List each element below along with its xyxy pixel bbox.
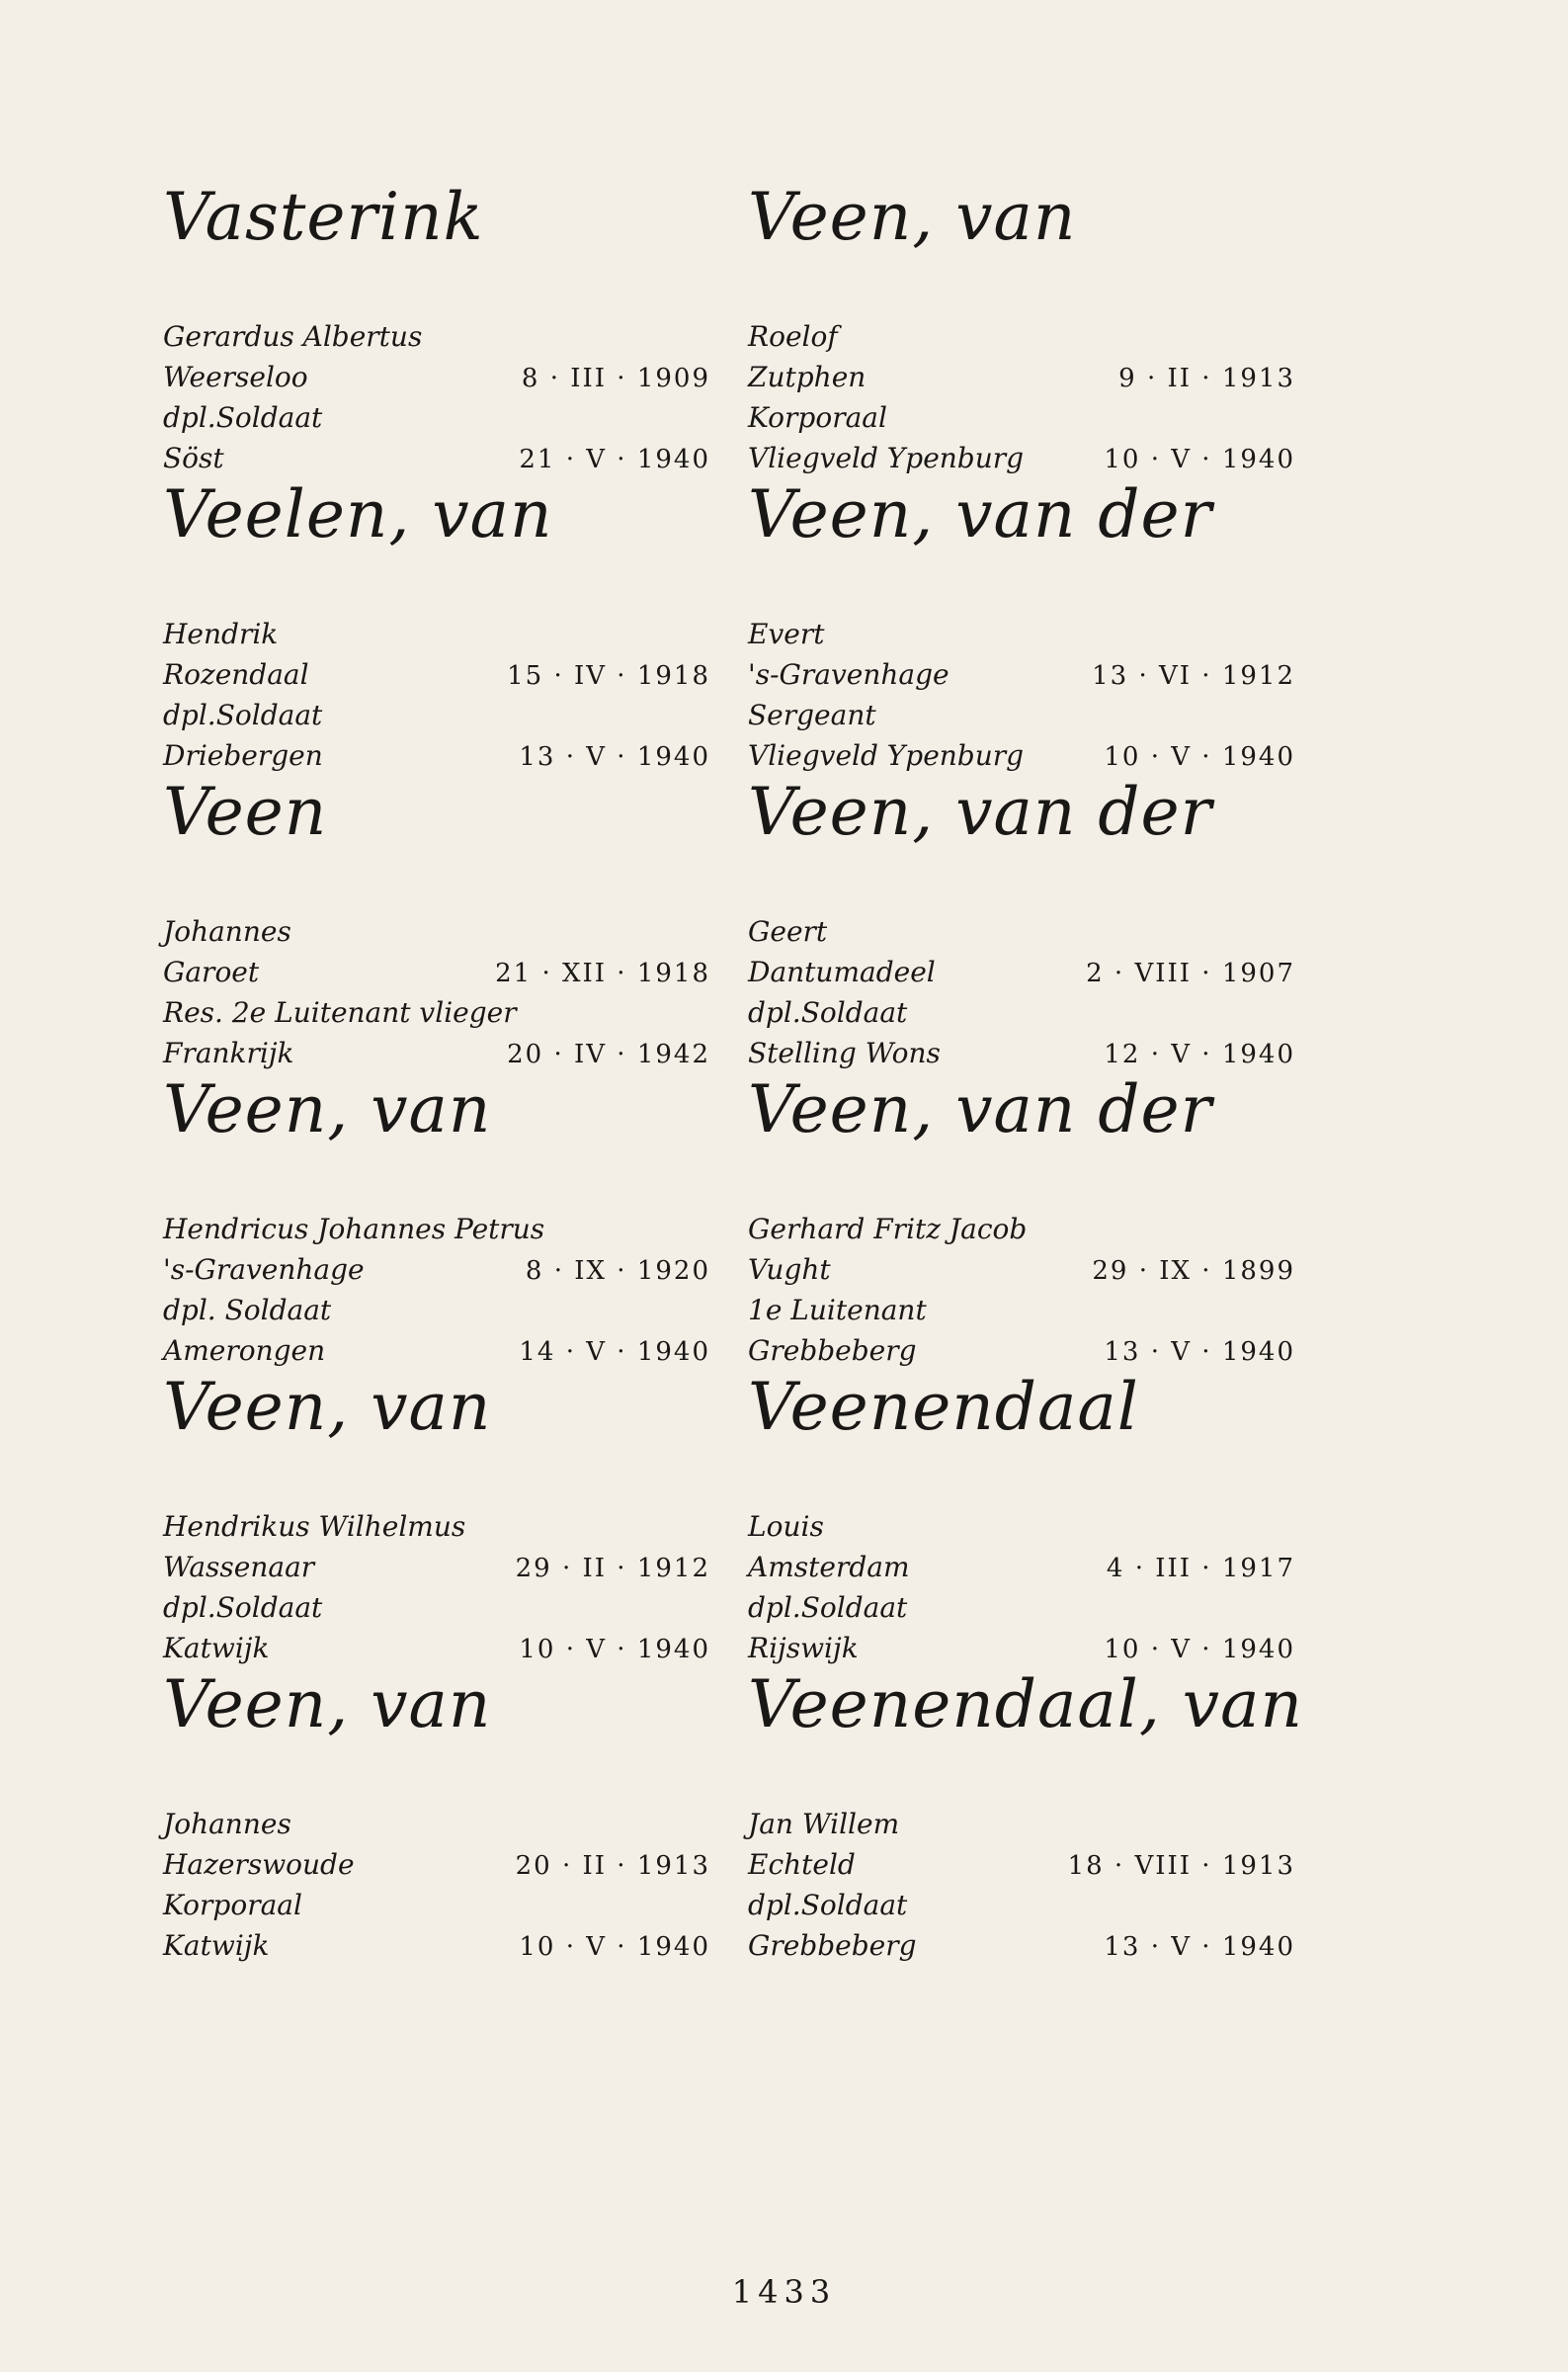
birth-date: 4 · III · 1917 [1106, 1554, 1295, 1583]
birth-row [163, 357, 716, 397]
birth-date: 18 · VIII · 1913 [1067, 1851, 1295, 1881]
rank-row [748, 1290, 1301, 1330]
birth-row [748, 357, 1301, 397]
given-names-row [163, 911, 716, 952]
death-date: 20 · IV · 1942 [507, 1040, 710, 1069]
birthplace: Hazerswoude [163, 1848, 355, 1881]
person-entry [163, 178, 716, 475]
death-place: Frankrijk [163, 1037, 294, 1069]
death-row [748, 735, 1301, 776]
rank: Korporaal [748, 401, 887, 434]
person-entry [748, 178, 1301, 475]
death-place: Söst [163, 442, 224, 474]
surname-heading: Veen, van [748, 179, 1077, 255]
given-names: Geert [748, 915, 828, 948]
birth-date: 21 · XII · 1918 [495, 959, 710, 988]
birth-row [163, 1249, 716, 1290]
rank: dpl.Soldaat [748, 1591, 908, 1624]
rank-row [163, 1290, 716, 1330]
given-names: Hendrik [163, 618, 279, 650]
rank-row [748, 1587, 1301, 1628]
given-names-row [748, 614, 1301, 654]
death-date: 10 · V · 1940 [1104, 1635, 1295, 1664]
death-row [163, 1628, 716, 1668]
surname-heading: Veen, van [163, 1369, 492, 1445]
given-names-row [163, 316, 716, 357]
death-place: Grebbeberg [748, 1334, 917, 1367]
person-entry [748, 773, 1301, 1070]
death-date: 13 · V · 1940 [1104, 1932, 1295, 1962]
surname-heading: Veen, van der [748, 774, 1213, 850]
death-row [748, 1925, 1301, 1966]
birth-date: 8 · III · 1909 [521, 364, 710, 393]
rank: dpl.Soldaat [163, 401, 323, 434]
birthplace: Zutphen [748, 361, 867, 393]
surname-heading: Veelen, van [163, 476, 553, 552]
surname-heading: Veen [163, 774, 328, 850]
death-date: 13 · V · 1940 [519, 742, 710, 772]
death-date: 10 · V · 1940 [519, 1932, 710, 1962]
given-names-row [163, 1506, 716, 1547]
person-entry [163, 475, 716, 773]
surname-heading: Veen, van [163, 1666, 492, 1742]
left-column [163, 178, 716, 1963]
birth-date: 20 · II · 1913 [515, 1851, 710, 1881]
death-date: 13 · V · 1940 [1104, 1337, 1295, 1367]
birth-date: 29 · II · 1912 [515, 1554, 710, 1583]
birthplace: Wassenaar [163, 1551, 315, 1583]
given-names-row [748, 911, 1301, 952]
rank: 1e Luitenant [748, 1294, 927, 1326]
rank: dpl. Soldaat [163, 1294, 332, 1326]
surname-heading: Vasterink [163, 179, 484, 255]
person-entry [163, 1070, 716, 1368]
death-place: Vliegveld Ypenburg [748, 442, 1025, 474]
rank: Korporaal [163, 1889, 302, 1921]
rank: dpl.Soldaat [748, 1889, 908, 1921]
rank-row [748, 1885, 1301, 1925]
rank-row [163, 1587, 716, 1628]
person-entry [163, 773, 716, 1070]
birthplace: 's-Gravenhage [163, 1253, 365, 1286]
birth-date: 2 · VIII · 1907 [1086, 959, 1295, 988]
given-names-row [748, 1804, 1301, 1844]
given-names: Jan Willem [748, 1808, 900, 1840]
rank-row [163, 397, 716, 438]
given-names: Gerhard Fritz Jacob [748, 1213, 1028, 1245]
death-row [163, 1033, 716, 1073]
given-names: Gerardus Albertus [163, 320, 423, 353]
given-names: Hendrikus Wilhelmus [163, 1510, 466, 1543]
birth-row [748, 1844, 1301, 1885]
birthplace: Dantumadeel [748, 956, 936, 988]
death-place: Grebbeberg [748, 1929, 917, 1962]
surname-heading: Veenendaal [748, 1369, 1139, 1445]
given-names-row [163, 1804, 716, 1844]
birthplace: 's-Gravenhage [748, 658, 949, 691]
birthplace: Garoet [163, 956, 260, 988]
person-entry [748, 1368, 1301, 1665]
given-names: Johannes [163, 915, 291, 948]
death-row [163, 438, 716, 478]
birth-row [748, 1249, 1301, 1290]
person-entry [163, 1368, 716, 1665]
given-names-row [748, 1209, 1301, 1249]
person-entry [163, 1665, 716, 1963]
birth-row [163, 1547, 716, 1587]
rank: Sergeant [748, 699, 876, 731]
birth-date: 13 · VI · 1912 [1092, 661, 1295, 691]
birth-row [748, 654, 1301, 695]
person-entry [748, 475, 1301, 773]
given-names-row [163, 614, 716, 654]
death-place: Katwijk [163, 1929, 270, 1962]
birth-date: 9 · II · 1913 [1118, 364, 1295, 393]
death-row [163, 735, 716, 776]
surname-heading: Veen, van der [748, 476, 1213, 552]
rank-row [163, 992, 716, 1033]
death-date: 21 · V · 1940 [519, 445, 710, 474]
death-date: 10 · V · 1940 [1104, 445, 1295, 474]
birth-row [163, 952, 716, 992]
given-names: Johannes [163, 1808, 291, 1840]
birth-row [163, 654, 716, 695]
rank: dpl.Soldaat [748, 996, 908, 1029]
person-entry [748, 1070, 1301, 1368]
given-names: Evert [748, 618, 825, 650]
death-place: Vliegveld Ypenburg [748, 739, 1025, 772]
rank-row [748, 397, 1301, 438]
right-column [748, 178, 1301, 1963]
death-place: Katwijk [163, 1632, 270, 1664]
rank: Res. 2e Luitenant vlieger [163, 996, 517, 1029]
person-entry [748, 1665, 1301, 1963]
given-names-row [163, 1209, 716, 1249]
death-place: Driebergen [163, 739, 323, 772]
rank-row [748, 992, 1301, 1033]
surname-heading: Veenendaal, van [748, 1666, 1303, 1742]
birthplace: Amsterdam [748, 1551, 910, 1583]
death-row [163, 1925, 716, 1966]
death-row [748, 1033, 1301, 1073]
birth-date: 15 · IV · 1918 [507, 661, 710, 691]
given-names: Roelof [748, 320, 838, 353]
rank-row [163, 1885, 716, 1925]
given-names: Hendricus Johannes Petrus [163, 1213, 545, 1245]
given-names-row [748, 1506, 1301, 1547]
death-date: 14 · V · 1940 [519, 1337, 710, 1367]
birthplace: Echteld [748, 1848, 856, 1881]
death-date: 10 · V · 1940 [519, 1635, 710, 1664]
death-row [748, 438, 1301, 478]
death-date: 12 · V · 1940 [1104, 1040, 1295, 1069]
death-place: Amerongen [163, 1334, 326, 1367]
birthplace: Rozendaal [163, 658, 309, 691]
rank-row [748, 695, 1301, 735]
death-place: Rijswijk [748, 1632, 859, 1664]
page-number: 1433 [731, 2273, 837, 2311]
rank: dpl.Soldaat [163, 1591, 323, 1624]
birth-row [163, 1844, 716, 1885]
birth-row [748, 952, 1301, 992]
death-place: Stelling Wons [748, 1037, 941, 1069]
rank: dpl.Soldaat [163, 699, 323, 731]
birthplace: Weerseloo [163, 361, 308, 393]
given-names: Louis [748, 1510, 824, 1543]
birth-date: 29 · IX · 1899 [1092, 1256, 1295, 1286]
given-names-row [748, 316, 1301, 357]
death-row [163, 1330, 716, 1371]
death-row [748, 1628, 1301, 1668]
surname-heading: Veen, van der [748, 1071, 1213, 1147]
birthplace: Vught [748, 1253, 831, 1286]
death-date: 10 · V · 1940 [1104, 742, 1295, 772]
birth-date: 8 · IX · 1920 [525, 1256, 710, 1286]
birth-row [748, 1547, 1301, 1587]
rank-row [163, 695, 716, 735]
death-row [748, 1330, 1301, 1371]
surname-heading: Veen, van [163, 1071, 492, 1147]
